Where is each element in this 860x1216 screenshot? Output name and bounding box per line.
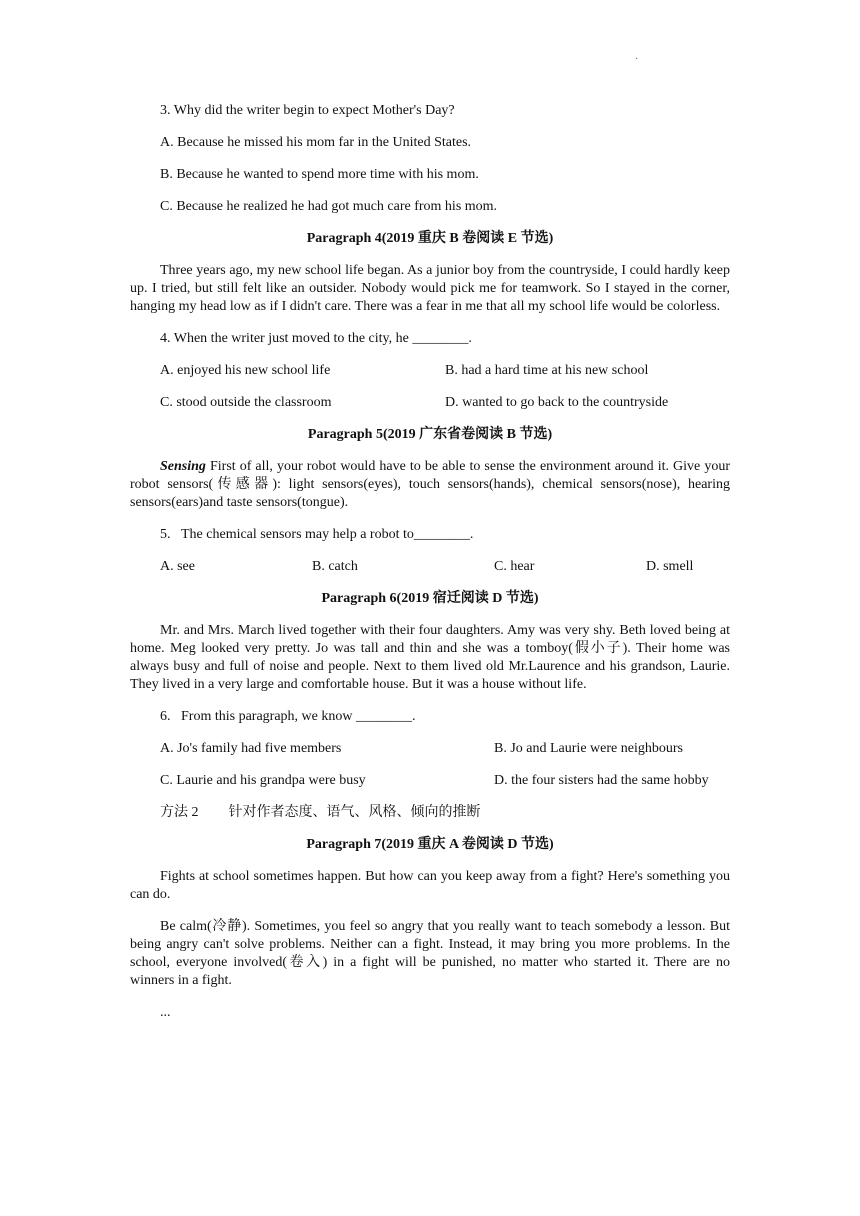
- question-6-option-c: C. Laurie and his grandpa were busy: [160, 773, 366, 788]
- question-6-options-row-2: [130, 772, 730, 790]
- question-6-option-b: B. Jo and Laurie were neighbours: [494, 741, 683, 756]
- question-3-option-b: B. Because he wanted to spend more time with his mom.: [160, 167, 479, 182]
- question-6-options-row-1: [130, 740, 730, 758]
- question-4-option-a: A. enjoyed his new school life: [160, 363, 331, 378]
- method-heading: [130, 804, 730, 822]
- question-6-option-d: D. the four sisters had the same hobby: [494, 773, 709, 788]
- paragraph-6-text: Mr. and Mrs. March lived together with their four daughters. Amy was very shy. Beth loved being at home. Meg looked very pretty. Jo was tall and thin and she was a tomboy(假小子). Their home was always busy and full of noise and people. Next to them lived old Mr.Laurence and his grandson, Laurie. They lived in a very large and comfortable house. But it was a house without life.: [130, 623, 730, 692]
- paragraph-6-heading: Paragraph 6(2019 宿迁阅读 D 节选): [321, 591, 539, 606]
- paragraph-5-lead: Sensing: [160, 459, 206, 474]
- question-4: 4. When the writer just moved to the city, he ________.: [160, 331, 472, 346]
- question-3-option-a: A. Because he missed his mom far in the United States.: [160, 135, 472, 150]
- paragraph-7-heading: Paragraph 7(2019 重庆 A 卷阅读 D 节选): [306, 837, 554, 852]
- question-4-options-row-1: [130, 362, 730, 380]
- ellipsis: ...: [160, 1005, 171, 1020]
- question-5-options: [130, 558, 730, 576]
- question-4-options-row-2: [130, 394, 730, 412]
- paragraph-4-heading: Paragraph 4(2019 重庆 B 卷阅读 E 节选): [306, 231, 554, 246]
- question-4-option-d: D. wanted to go back to the countryside: [445, 395, 669, 410]
- question-3-option-c: C. Because he realized he had got much care from his mom.: [160, 199, 498, 214]
- paragraph-5-text: [130, 458, 730, 512]
- paragraph-4-text: Three years ago, my new school life began. As a junior boy from the countryside, I could hardly keep up. I tried, but still felt like an outsider. Nobody would pick me for teamwork. So I stayed in the corner, hanging my head low as if I didn't care. There was a fear in me that all my school life would be colorless.: [130, 263, 730, 314]
- question-6-option-a: A. Jo's family had five members: [160, 741, 342, 756]
- paragraph-7-text-2: Be calm(冷静). Sometimes, you feel so angry that you really want to teach somebody a lesson. But being angry can't solve problems. Neither can a fight. Instead, it may bring you more problems. In the school, everyone involved(卷入) in a fight will be punished, no matter who started it. There are no winners in a fight.: [130, 919, 730, 988]
- question-3: 3. Why did the writer begin to expect Mother's Day?: [160, 103, 455, 118]
- question-5-option-a: A. see: [160, 559, 195, 574]
- method-title: 针对作者态度、语气、风格、倾向的推断: [228, 805, 481, 820]
- method-label: 方法 2: [160, 805, 199, 820]
- document-body: [130, 102, 730, 1036]
- paragraph-5-body: First of all, your robot would have to be able to sense the environment around it. Give your robot sensors(传感器): light sensors(eyes), touch sensors(hands), chemical sensors(nose), hearing sensors(ears)and taste sensors(tongue).: [130, 459, 730, 510]
- paragraph-7-text-1: Fights at school sometimes happen. But how can you keep away from a fight? Here's something you can do.: [130, 869, 730, 902]
- question-4-option-b: B. had a hard time at his new school: [445, 363, 649, 378]
- question-5-option-c: C. hear: [494, 559, 535, 574]
- question-6: 6. From this paragraph, we know ________.: [160, 709, 416, 724]
- question-5-option-b: B. catch: [312, 559, 358, 574]
- paragraph-5-heading: Paragraph 5(2019 广东省卷阅读 B 节选): [307, 427, 553, 442]
- question-4-option-c: C. stood outside the classroom: [160, 395, 332, 410]
- question-5: 5. The chemical sensors may help a robot to________.: [160, 527, 474, 542]
- page-marker: ·: [635, 54, 639, 65]
- question-5-option-d: D. smell: [646, 559, 694, 574]
